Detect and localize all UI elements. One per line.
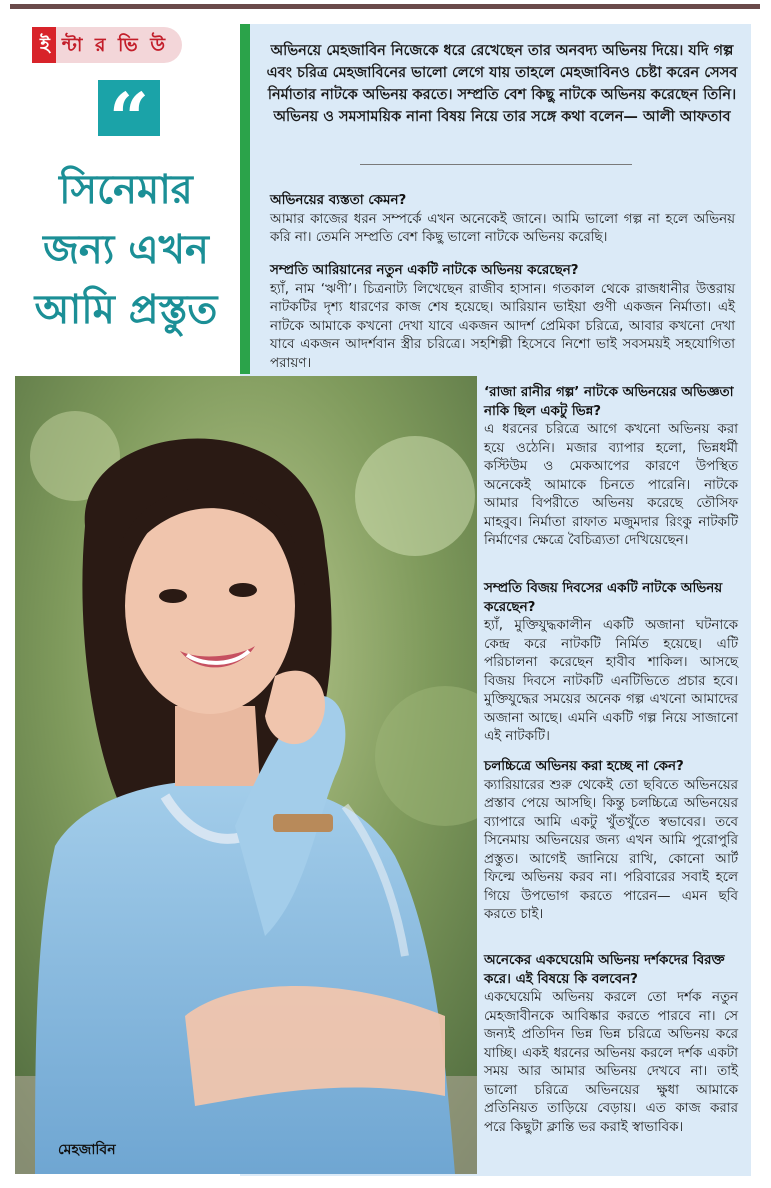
portrait-photo <box>15 376 477 1174</box>
question-4: সম্প্রতি বিজয় দিবসের একটি নাটকে অভিনয় করেছেন? <box>484 581 723 615</box>
question-2: সম্প্রতি আরিয়ানের নতুন একটি নাটকে অভিনয় করেছেন? <box>270 263 579 278</box>
question-1: অভিনয়ের ব্যস্ততা কেমন? <box>270 193 407 208</box>
intro-separator <box>360 164 632 165</box>
answer-1: আমার কাজের ধরন সম্পর্কে এখন অনেকেই জানে। আমি ভালো গল্প না হলে অভিনয় করি না। তেমনি সম্প্রতি বেশ কিছু ভালো নাটকে অভিনয় করেছি। <box>270 211 735 245</box>
answer-6: একঘেয়েমি অভিনয় করলে তো দর্শক নতুন মেহজাবীনকে আবিষ্কার করতে পারবে না। সে জন্যই প্রতিদিন ভিন্ন ভিন্ন চরিত্রে অভিনয় করে যাচ্ছি। একই ধরনের অভিনয় করলে দর্শক একটা সময় আর আমার অভিনয় দেখবে না। তাই ভালো চরিত্রে অভিনয়ের ক্ষুধা আমাকে প্রতিনিয়ত তাড়িয়ে বেড়ায়। এত কাজ করার পরে কিছুটা ক্লান্তি ভর করাই স্বাভাবিক। <box>484 990 738 1135</box>
qa-block-5 <box>484 758 738 925</box>
headline-line-1: সিনেমার <box>59 167 193 213</box>
quote-icon: “ <box>108 77 150 160</box>
section-tag-initial: ই <box>32 27 56 63</box>
quote-mark-box <box>98 77 160 160</box>
photo-caption: মেহজাবিন <box>58 1142 116 1158</box>
panel-accent-bar <box>240 24 250 374</box>
intro-text: অভিনয়ে মেহজাবিন নিজেকে ধরে রেখেছেন তার অনবদ্য অভিনয় দিয়ে। যদি গল্প এবং চরিত্র মেহজাবিনের ভালো লেগে যায় তাহলে মেহজাবিনও চেষ্টা করেন সেসব নির্মাতার নাটকে অভিনয় করতে। সম্প্রতি বেশ কিছু নাটকে অভিনয় করেছেন তিনি। অভিনয় ও সমসাময়িক নানা বিষয় নিয়ে তার সঙ্গে কথা বলেন— আলী আফতাব <box>266 43 738 125</box>
headline <box>18 160 234 340</box>
section-tag-interview <box>32 27 182 63</box>
qa-block-1 <box>270 192 735 248</box>
answer-4: হ্যাঁ, মুক্তিযুদ্ধকালীন একটি অজানা ঘটনাকে কেন্দ্র করে নাটকটি নির্মিত হয়েছে। এটি পরিচালনা করেছেন হাবীব শাকিল। আসছে বিজয় দিবসে নাটকটি এনটিভিতে প্রচার হবে। মুক্তিযুদ্ধের সময়ের অনেক গল্প এখনো আমাদের অজানা আছে। এমনি একটি গল্প নিয়ে সাজানো এই নাটকটি। <box>484 618 738 744</box>
question-6: অনেকের একঘেয়েমি অভিনয় দর্শকদের বিরক্ত করে। এই বিষয়ে কি বলবেন? <box>484 953 725 987</box>
answer-2: হ্যাঁ, নাম ‘ঋণী’। চিত্রনাট্য লিখেছেন রাজীব হাসান। গতকাল থেকে রাজধানীর উত্তরায় নাটকটির দৃশ্য ধারণের কাজ শেষ হয়েছে। আরিয়ান ভাইয়া গুণী একজন নির্মাতা। এই নাটকে আমাকে কখনো দেখা যাবে একজন আদর্শ প্রেমিকা চরিত্রে, আবার কখনো দেখা যাবে একজন আদর্শবান স্ত্রীর চরিত্রে। সহশিল্পী হিসেবে নিশো ভাই সবসময়ই সহযোগিতা পরায়ণ। <box>270 281 735 371</box>
top-rule <box>10 4 760 9</box>
headline-line-3: আমি প্রস্তুত <box>34 287 218 333</box>
qa-block-4 <box>484 580 738 747</box>
answer-3: এ ধরনের চরিত্রে আগে কখনো অভিনয় করা হয়ে ওঠেনি। মজার ব্যাপার হলো, ভিন্নধর্মী কস্টিউম ও মেকআপের কারণে উপস্থিত অনেকেই আমাকে চিনতে পারেনি। নাটকে আমার বিপরীতে অভিনয় করেছে তৌসিফ মাহবুব। নির্মাতা রাফাত মজুমদার রিংকু নাটকটি নির্মাণের ক্ষেত্রে বৈচিত্র্যতা দেখিয়েছেন। <box>484 422 738 548</box>
qa-block-3 <box>484 384 738 551</box>
qa-block-2 <box>270 262 735 373</box>
question-5: চলচ্চিত্রে অভিনয় করা হচ্ছে না কেন? <box>484 759 684 774</box>
headline-line-2: জন্য এখন <box>43 227 209 273</box>
answer-5: ক্যারিয়ারের শুরু থেকেই তো ছবিতে অভিনয়ের প্রস্তাব পেয়ে আসছি। কিন্তু চলচ্চিত্রে অভিনয়ের ব্যাপারে আমি একটু খুঁতখুঁতে স্বভাবের। তবে সিনেমায় অভিনয়ের জন্য এখন আমি পুরোপুরি প্রস্তুত। আগেই জানিয়ে রাখি, কোনো আর্ট ফিল্মে অভিনয় করব না। পরিবারের সবাই হলে গিয়ে উপভোগ করতে পারেন— এমন ছবি করতে চাই। <box>484 777 738 922</box>
question-3: ‘রাজা রানীর গল্প’ নাটকে অভিনয়ের অভিজ্ঞতা নাকি ছিল একটু ভিন্ন? <box>484 385 734 419</box>
qa-block-6 <box>484 952 738 1137</box>
section-tag-label: ন্টা র ভি উ <box>56 27 182 63</box>
portrait-illustration <box>15 376 477 1174</box>
